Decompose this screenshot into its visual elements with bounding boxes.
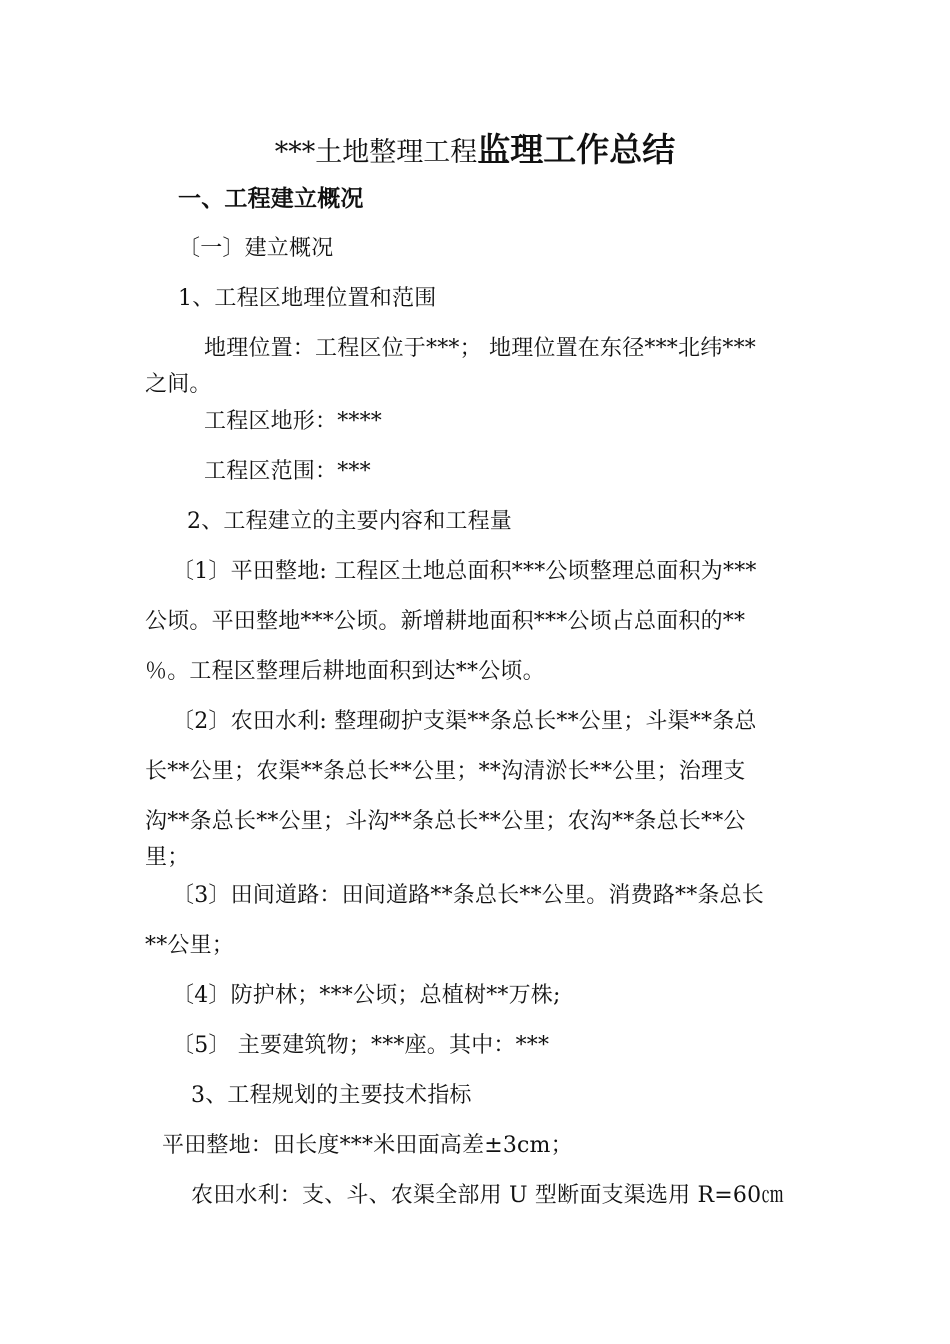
subsection-heading-overview: 〔一〕建立概况 (178, 236, 334, 261)
paragraph-line: 之间。 (145, 372, 212, 397)
paragraph-line: **公里； (145, 933, 235, 958)
paragraph-line: 公顷。平田整地***公顷。新增耕地面积***公顷占总面积的** (145, 609, 746, 634)
paragraph-line: 地理位置：工程区位于***； 地理位置在东径***北纬*** (204, 336, 756, 361)
paragraph-line: 工程区范围：*** (204, 459, 371, 484)
paragraph-line: 〔4〕防护林；***公顷；总植树**万株; (172, 983, 561, 1008)
document-title (0, 126, 950, 180)
paragraph-line: 平田整地：田长度***米田面高差±3cm； (162, 1133, 573, 1158)
paragraph-line: 〔5〕 主要建筑物；***座。其中：*** (172, 1033, 550, 1058)
paragraph-line: 〔1〕平田整地: 工程区土地总面积***公顷整理总面积为*** (172, 559, 757, 584)
paragraph-line: ％。工程区整理后耕地面积到达**公顷。 (145, 659, 545, 684)
title-main: 监理工作总结 (477, 130, 676, 169)
paragraph-line: 〔3〕田间道路：田间道路**条总长**公里。消费路**条总长 (172, 883, 764, 908)
paragraph-line: 沟**条总长**公里；斗沟**条总长**公里；农沟**条总长**公 (145, 809, 746, 834)
paragraph-line: 里； (145, 845, 190, 870)
section-heading-overview: 一、工程建立概况 (178, 185, 364, 212)
paragraph-line: 长**公里；农渠**条总长**公里；**沟清淤长**公里；治理支 (145, 759, 746, 784)
item-heading-location: 1、工程区地理位置和范围 (178, 286, 437, 311)
item-heading-indicators: 3、工程规划的主要技术指标 (191, 1083, 472, 1108)
paragraph-line: 农田水利：支、斗、农渠全部用 U 型断面支渠选用 R=60㎝ (191, 1183, 784, 1208)
paragraph-line: 工程区地形：**** (204, 409, 383, 434)
item-heading-content: 2、工程建立的主要内容和工程量 (187, 509, 512, 534)
title-prefix: ***土地整理工程 (274, 137, 478, 168)
paragraph-line: 〔2〕农田水利: 整理砌护支渠**条总长**公里；斗渠**条总 (172, 709, 757, 734)
